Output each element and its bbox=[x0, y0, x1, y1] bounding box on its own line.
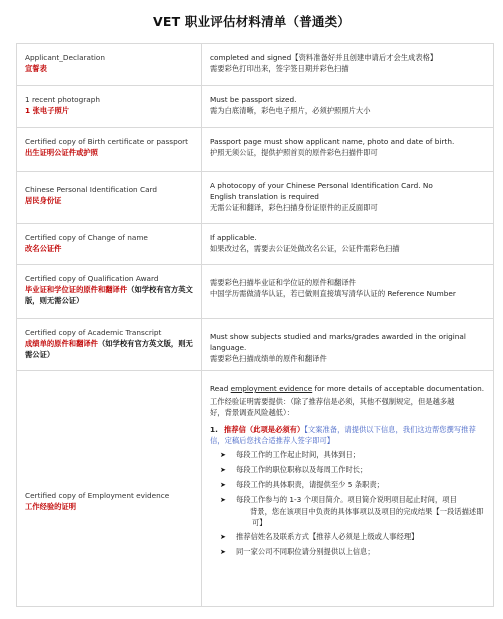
employment-evidence-link[interactable]: employment evidence bbox=[230, 384, 313, 393]
list-item-continuation: 背景，您在该项目中负责的具体事项以及项目的完成结果【一段话描述即可】 bbox=[250, 507, 484, 527]
arrow-bullet-icon: ➤ bbox=[220, 548, 226, 556]
list-item: ➤ 每段工作的工作起止时间，具体到日； bbox=[220, 450, 361, 459]
details-line: 如果改过名，需要去公证处做改名公证，公证件需彩色扫描 bbox=[210, 244, 400, 253]
numbered-item bbox=[210, 424, 485, 446]
intro-line: 好，背景调查风险越低）： bbox=[210, 408, 294, 417]
details-line: Passport page must show applicant name, photo and date of birth. bbox=[210, 137, 455, 146]
requirement-en: Certified copy of Qualification Award bbox=[25, 274, 159, 283]
requirement-zh: 出生证明公证件或护照 bbox=[25, 148, 98, 157]
details-cell bbox=[202, 44, 494, 86]
details-line: completed and signed【资料准备好并且创建申请后才会生成表格】 bbox=[210, 53, 438, 62]
requirement-en: Certified copy of Academic Transcript bbox=[25, 328, 162, 337]
details-line: 护照无须公证，提供护照首页的原件彩色扫描件即可 bbox=[210, 148, 378, 157]
details-cell bbox=[202, 86, 494, 128]
details-line: 需要彩色扫描毕业证和学位证的原件和翻译件 bbox=[210, 278, 356, 287]
requirement-en: Chinese Personal Identification Card bbox=[25, 185, 158, 194]
requirement-zh: 1 张电子照片 bbox=[25, 106, 70, 115]
requirement-cell bbox=[17, 44, 202, 86]
list-item: ➤ 每段工作的具体职责，请提供至少 5 条职责； bbox=[220, 480, 384, 489]
table-row bbox=[17, 86, 494, 128]
requirement-cell bbox=[17, 86, 202, 128]
table-row bbox=[17, 371, 494, 607]
list-item: ➤ 同一家公司不同职位请分别提供以上信息； bbox=[220, 547, 375, 556]
requirement-cell bbox=[17, 128, 202, 172]
requirement-zh: 成绩单的原件和翻译件（如学校有官方英文版，则无需公证） bbox=[25, 339, 193, 359]
details-cell bbox=[202, 265, 494, 319]
details-cell bbox=[202, 371, 494, 607]
details-line: Must show subjects studied and marks/grades awarded in the original language. bbox=[210, 332, 466, 352]
requirement-note: （如学校有官方英文版，则无需公证） bbox=[25, 285, 193, 305]
table-row bbox=[17, 265, 494, 319]
item-note: 【文案准备，请提供以下信息，我们这边帮您撰写推荐信，定稿后您找合适推荐人签字即可】 bbox=[210, 425, 476, 445]
details-line: A photocopy of your Chinese Personal Identification Card. No bbox=[210, 181, 433, 190]
requirement-zh: 工作经验的证明 bbox=[25, 501, 77, 511]
list-item: ➤ 每段工作的职位职称以及每周工作时长； bbox=[220, 465, 368, 474]
requirement-note: （如学校有官方英文版，则无需公证） bbox=[25, 339, 193, 359]
arrow-bullet-icon: ➤ bbox=[220, 496, 226, 504]
details-line: 需要彩色扫描成绩单的原件和翻译件 bbox=[210, 354, 327, 363]
details-line: If applicable. bbox=[210, 233, 257, 242]
requirement-zh: 改名公证件 bbox=[25, 244, 62, 253]
table-row bbox=[17, 44, 494, 86]
details-cell bbox=[202, 128, 494, 172]
requirement-cell bbox=[17, 224, 202, 265]
item-number: 1. bbox=[210, 425, 218, 434]
details-cell bbox=[202, 319, 494, 371]
requirement-zh: 居民身份证 bbox=[25, 196, 62, 205]
arrow-bullet-icon: ➤ bbox=[220, 533, 226, 541]
document-checklist-table bbox=[16, 43, 494, 607]
requirement-en: Certified copy of Birth certificate or passport bbox=[25, 137, 189, 146]
details-line: 需要彩色打印出来，签字签日期并彩色扫描 bbox=[210, 64, 349, 73]
details-cell bbox=[202, 224, 494, 265]
details-line: 无需公证和翻译，彩色扫描身份证原件的正反面即可 bbox=[210, 203, 378, 212]
requirement-zh: 宣誓表 bbox=[25, 64, 47, 73]
intro-line: 工作经验证明需要提供：（除了推荐信是必须，其他不强制规定，但是越多越 bbox=[210, 397, 455, 406]
requirement-en: 1 recent photograph bbox=[25, 95, 101, 104]
requirement-en: Applicant_Declaration bbox=[25, 53, 105, 62]
requirement-cell bbox=[17, 319, 202, 371]
arrow-bullet-icon: ➤ bbox=[220, 466, 226, 474]
requirement-cell bbox=[17, 265, 202, 319]
details-line: 中国学历需做清华认证，若已做则直接填写清华认证的 Reference Number bbox=[210, 289, 456, 298]
list-item: ➤ 推荐信姓名及联系方式【推荐人必须是上级或人事经理】 bbox=[220, 532, 419, 541]
requirement-zh: 毕业证和学位证的原件和翻译件（如学校有官方英文版，则无需公证） bbox=[25, 285, 193, 305]
details-line: English translation is required bbox=[210, 192, 319, 201]
details-cell bbox=[202, 172, 494, 224]
details-line: Must be passport sized. bbox=[210, 95, 297, 104]
arrow-bullet-icon: ➤ bbox=[220, 451, 226, 459]
table-row bbox=[17, 319, 494, 371]
table-row bbox=[17, 172, 494, 224]
list-item: ➤ 每段工作参与的 1-3 个项目简介。项目简介说明项目起止时间，项目 背景，您在该项目中负责的具体事项以及项目的完成结果【一段话描述即可】 bbox=[220, 495, 484, 527]
table-row bbox=[17, 224, 494, 265]
requirement-en: Certified copy of Employment evidence bbox=[25, 490, 170, 500]
details-line: 需为白底清晰，彩色电子照片，必须护照照片大小 bbox=[210, 106, 371, 115]
page-title: VET 职业评估材料清单（普通类） bbox=[153, 14, 350, 29]
table-row bbox=[17, 128, 494, 172]
requirement-cell bbox=[17, 172, 202, 224]
requirement-en: Certified copy of Change of name bbox=[25, 233, 148, 242]
item-title: 推荐信（此项是必须有） bbox=[224, 425, 305, 434]
requirement-cell bbox=[17, 371, 202, 607]
read-more-line: Read employment evidence for more details of acceptable documentation. bbox=[210, 384, 485, 393]
arrow-bullet-icon: ➤ bbox=[220, 481, 226, 489]
